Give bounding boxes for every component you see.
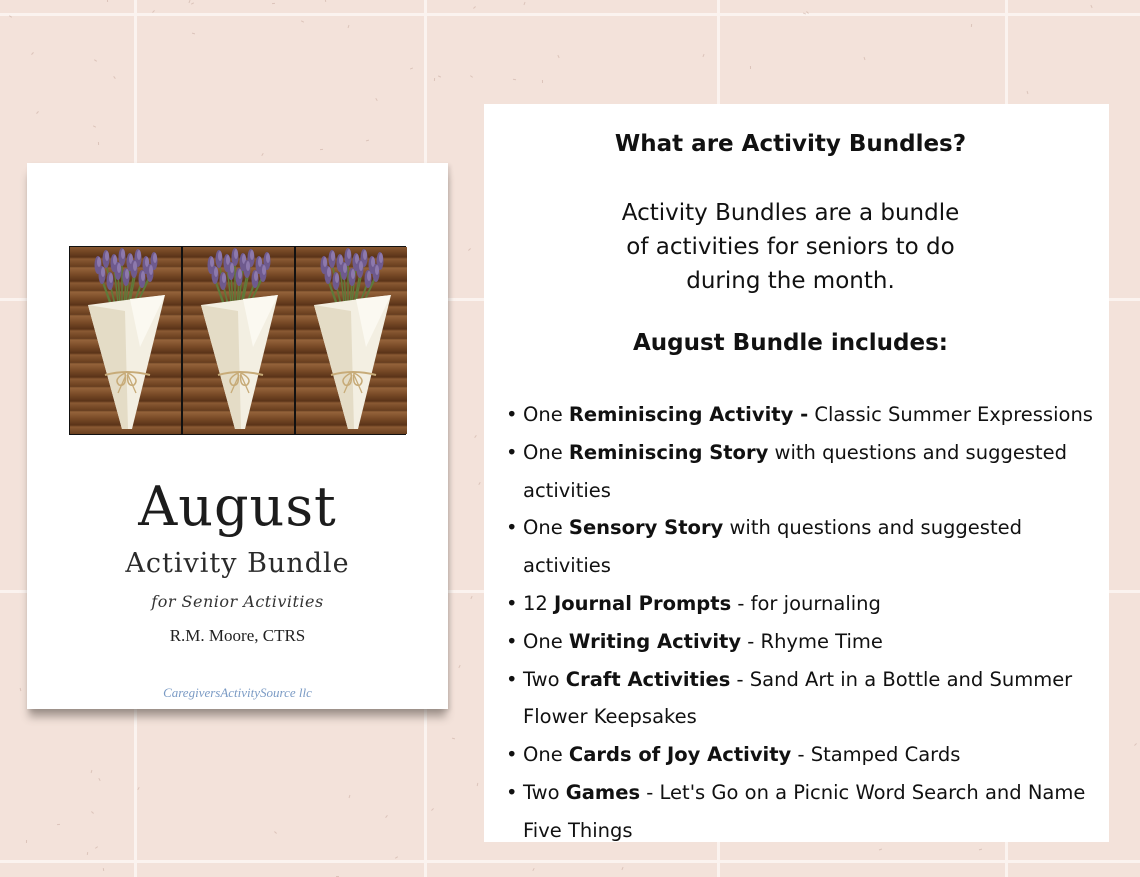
info-card	[484, 104, 1109, 842]
description-line: of activities for seniors to do	[626, 234, 955, 260]
cover-for-line: for Senior Activities	[151, 592, 324, 611]
lavender-bouquet-photo	[183, 247, 294, 434]
cover-title: August	[138, 475, 337, 538]
includes-heading: August Bundle includes:	[632, 330, 949, 356]
lavender-bouquet-icon	[296, 247, 407, 434]
list-item: • Two Games - Let's Go on a Picnic Word Search and Name Five Things	[506, 774, 1106, 850]
grid-line	[0, 860, 1140, 863]
lavender-bouquet-photo	[70, 247, 181, 434]
speck	[98, 142, 99, 145]
cover-publisher: CaregiversActivitySource llc	[163, 685, 312, 700]
cover-subtitle: Activity Bundle	[125, 548, 350, 579]
lavender-bouquet-photo	[296, 247, 407, 434]
description-line: during the month.	[686, 268, 895, 294]
speck	[57, 823, 60, 824]
speck	[107, 0, 108, 2]
book-cover	[27, 163, 448, 709]
lavender-bouquet-icon	[70, 247, 181, 434]
grid-line	[0, 13, 1140, 16]
speck	[103, 868, 104, 871]
list-item: • One Sensory Story with questions and suggested activities	[506, 509, 1106, 585]
description-line: Activity Bundles are a bundle	[621, 200, 960, 226]
list-item: • One Reminiscing Activity - Classic Summer Expressions	[506, 396, 1106, 434]
cover-photo-strip	[69, 246, 406, 435]
speck	[803, 12, 806, 14]
list-item: • One Cards of Joy Activity - Stamped Cards	[506, 736, 1106, 774]
speck	[452, 737, 455, 739]
speck	[476, 783, 478, 786]
speck	[90, 770, 92, 773]
lavender-bouquet-icon	[183, 247, 294, 434]
speck	[324, 0, 325, 2]
list-item: • One Reminiscing Story with questions and suggested activities	[506, 434, 1106, 510]
info-description	[484, 196, 1097, 298]
list-item: • 12 Journal Prompts - for journaling	[506, 585, 1106, 623]
includes-list	[506, 396, 1106, 850]
list-item: • Two Craft Activities - Sand Art in a Bottle and Summer Flower Keepsakes	[506, 661, 1106, 737]
list-item: • One Writing Activity - Rhyme Time	[506, 623, 1106, 661]
speck	[541, 80, 542, 83]
speck	[192, 32, 195, 34]
info-heading: What are Activity Bundles?	[614, 131, 967, 157]
cover-author: R.M. Moore, CTRS	[169, 626, 306, 645]
